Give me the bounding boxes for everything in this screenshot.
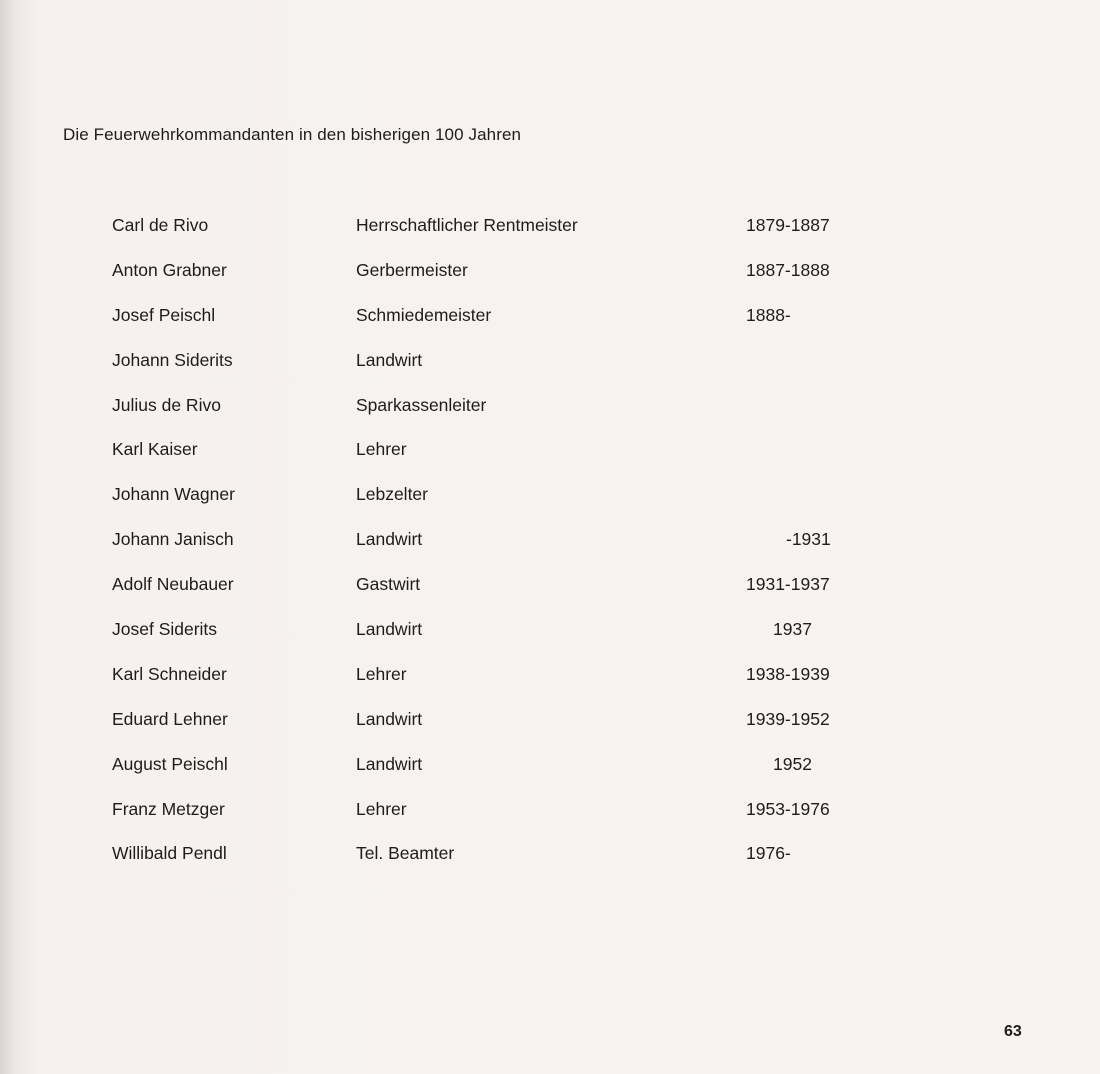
table-row — [0, 799, 1100, 823]
table-row — [0, 215, 1100, 239]
commander-name: Carl de Rivo — [112, 215, 209, 235]
commander-name: Willibald Pendl — [112, 843, 227, 863]
term-years: 1888- — [746, 305, 791, 325]
commander-occupation: Gerbermeister — [356, 260, 468, 280]
commander-name: Josef Peischl — [112, 305, 216, 325]
commander-occupation: Sparkassenleiter — [356, 395, 487, 415]
term-years: 1887-1888 — [746, 260, 830, 280]
term-years: 1953-1976 — [746, 799, 830, 819]
page-number: 63 — [1004, 1023, 1022, 1040]
table-row — [0, 350, 1100, 374]
table-row — [0, 439, 1100, 463]
term-years: -1931 — [786, 529, 831, 549]
table-row — [0, 484, 1100, 508]
commander-occupation: Herrschaftlicher Rentmeister — [356, 215, 578, 235]
commander-occupation: Gastwirt — [356, 574, 421, 594]
table-row — [0, 260, 1100, 284]
term-years: 1937 — [773, 619, 812, 639]
table-row — [0, 574, 1100, 598]
commander-name: August Peischl — [112, 754, 228, 774]
table-row — [0, 619, 1100, 643]
commander-occupation: Landwirt — [356, 754, 423, 774]
commander-name: Karl Schneider — [112, 664, 227, 684]
commander-name: Johann Janisch — [112, 529, 234, 549]
commander-occupation: Lehrer — [356, 664, 407, 684]
term-years: 1952 — [773, 754, 812, 774]
page-title: Die Feuerwehrkommandanten in den bisherigen 100 Jahren — [63, 125, 522, 144]
commander-name: Johann Siderits — [112, 350, 233, 370]
commander-name: Julius de Rivo — [112, 395, 221, 415]
commander-occupation: Schmiedemeister — [356, 305, 492, 325]
table-row — [0, 709, 1100, 733]
table-row — [0, 754, 1100, 778]
commander-occupation: Landwirt — [356, 619, 423, 639]
commander-occupation: Landwirt — [356, 709, 423, 729]
table-row — [0, 305, 1100, 329]
commander-name: Karl Kaiser — [112, 439, 198, 459]
commander-occupation: Landwirt — [356, 350, 423, 370]
table-row — [0, 529, 1100, 553]
commander-occupation: Tel. Beamter — [356, 843, 455, 863]
term-years: 1938-1939 — [746, 664, 830, 684]
commander-name: Johann Wagner — [112, 484, 235, 504]
table-row — [0, 395, 1100, 419]
term-years: 1939-1952 — [746, 709, 830, 729]
commander-name: Adolf Neubauer — [112, 574, 234, 594]
commander-occupation: Lebzelter — [356, 484, 428, 504]
commander-name: Franz Metzger — [112, 799, 225, 819]
commander-occupation: Lehrer — [356, 439, 407, 459]
term-years: 1976- — [746, 843, 791, 863]
table-row — [0, 664, 1100, 688]
term-years: 1931-1937 — [746, 574, 830, 594]
commander-name: Josef Siderits — [112, 619, 218, 639]
table-row — [0, 843, 1100, 867]
commander-name: Anton Grabner — [112, 260, 227, 280]
commander-occupation: Landwirt — [356, 529, 423, 549]
commander-occupation: Lehrer — [356, 799, 407, 819]
commander-name: Eduard Lehner — [112, 709, 228, 729]
term-years: 1879-1887 — [746, 215, 830, 235]
